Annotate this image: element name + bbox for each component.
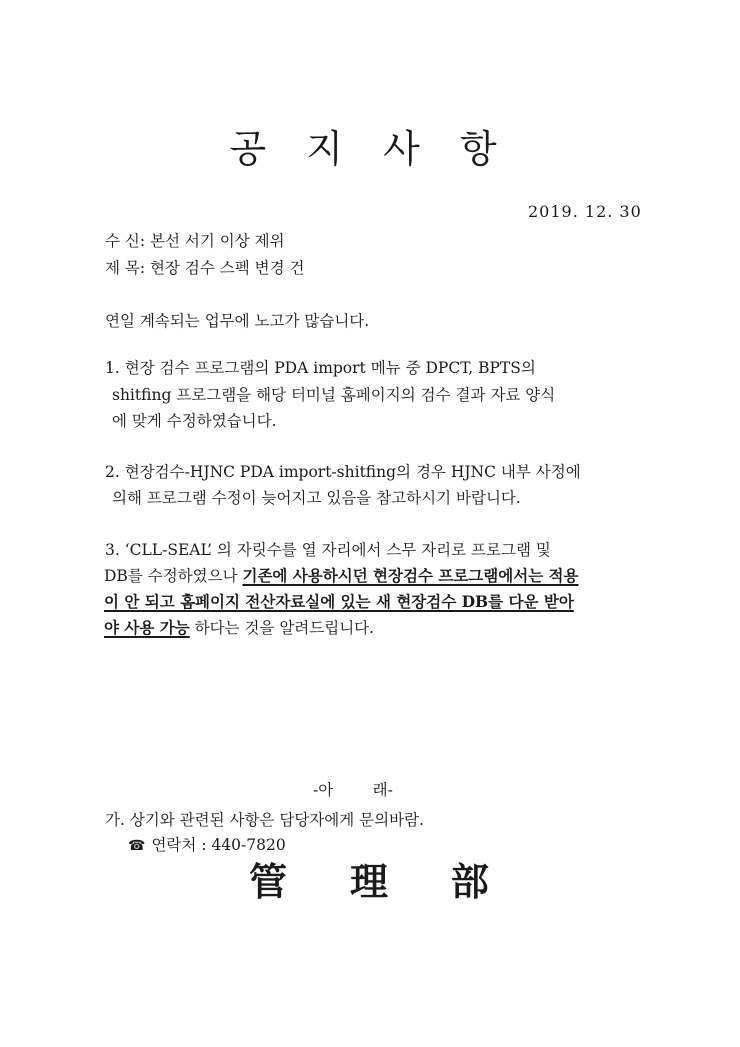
item3-line1: 3. ‘CLL-SEAL’ 의 자릿수를 열 자리에서 스무 자리로 프로그램 및 [105, 541, 551, 559]
note-line: 가. 상기와 관련된 사항은 담당자에게 문의바람. [105, 811, 424, 829]
subject-line: 제 목: 현장 검수 스펙 변경 건 [105, 259, 305, 277]
below-heading: -아 래- [313, 781, 393, 799]
item3-line3 [104, 590, 574, 612]
item1-line2: shitfing 프로그램을 해당 터미널 홈페이지의 검수 결과 자료 양식 [112, 386, 556, 404]
item3-line2-plain: DB를 수정하였으나 [104, 567, 243, 585]
telephone-icon: ☎ [128, 838, 146, 854]
item1-line1: 1. 현장 검수 프로그램의 PDA import 메뉴 중 DPCT, BPTS의 [105, 359, 536, 377]
greeting-line: 연일 계속되는 업무에 노고가 많습니다. [105, 312, 370, 330]
item3-line4-plain: 하다는 것을 알려드립니다. [189, 619, 375, 637]
item3-line2 [104, 564, 579, 586]
item1-line3: 에 맞게 수정하였습니다. [112, 412, 277, 430]
item3-line4-emphasis: 야 사용 가능 [104, 618, 190, 637]
contact-text: 연락처 : 440-7820 [151, 836, 286, 854]
item3-line3-emphasis: 이 안 되고 홈페이지 전산자료실에 있는 새 현장검수 DB를 다운 받아 [104, 592, 574, 611]
item3-line4 [104, 616, 374, 638]
item2-line1: 2. 현장검수-HJNC PDA import-shitfing의 경우 HJNC 내부 사정에 [105, 463, 581, 481]
item2-line2: 의해 프로그램 수정이 늦어지고 있음을 참고하시기 바랍니다. [112, 489, 521, 507]
department-name: 管 理 部 [249, 859, 491, 904]
item3-line2-emphasis: 기존에 사용하시던 현장검수 프로그램에서는 적용 [242, 566, 579, 585]
document-title: 공 지 사 항 [229, 127, 511, 171]
recipient-line: 수 신: 본선 서기 이상 제위 [105, 232, 285, 250]
document-date: 2019. 12. 30 [528, 202, 642, 221]
